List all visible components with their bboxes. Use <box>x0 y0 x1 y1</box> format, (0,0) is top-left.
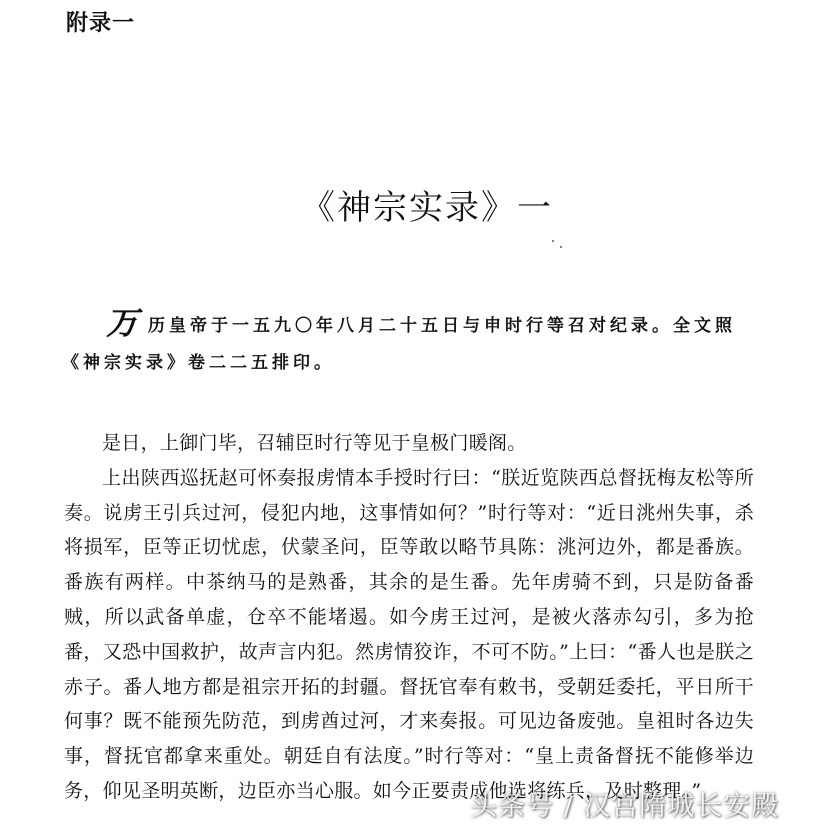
intro-text: 历皇帝于一五九〇年八月二十五日与申时行等召对纪录。全文照《神宗实录》卷二二五排印。 <box>62 316 737 373</box>
print-speck <box>560 246 562 248</box>
chapter-title: 《神宗实录》一 <box>301 188 553 228</box>
paragraph: 上出陕西巡抚赵可怀奏报虏情本手授时行曰：“朕近览陕西总督抚梅友松等所奏。说虏王引兵过河，侵犯内地，这事情如何？”时行等对：“近日洮州失事，杀将损军，臣等正切忧虑，伏蒙圣问，臣等敢以略节具陈：洮河边外，都是番族。番族有两样。中茶纳马的是熟番，其余的是生番。先年虏骑不到，只是防备番贼，所以武备单虚，仓卒不能堵遏。如今虏王过河，是被火落赤勾引，多为抢番，又恐中国救护，故声言内犯。然虏情狡诈，不可不防。”上曰：“番人也是朕之赤子。番人地方都是祖宗开拓的封疆。督抚官奉有敕书，受朝廷委托，平日所干何事？既不能预先防范，到虏酋过河，才来奏报。可见边备废弛。皇祖时各边失事，督抚官都拿来重处。朝廷自有法度。”时行等对：“皇上责备督抚不能修举边务，仰见圣明英断，边臣亦当心服。如今正要责成他选将练兵，及时整理。” <box>64 466 754 802</box>
print-speck <box>552 240 554 242</box>
body-text <box>64 426 754 809</box>
paragraph: 是日，上御门毕，召辅臣时行等见于皇极门暖阁。 <box>102 432 527 454</box>
intro-note <box>62 304 752 382</box>
section-label: 附录一 <box>66 11 136 36</box>
watermark: 头条号 / 汉宫隋城长安殿 <box>470 791 780 822</box>
dropcap: 万 <box>106 304 143 342</box>
